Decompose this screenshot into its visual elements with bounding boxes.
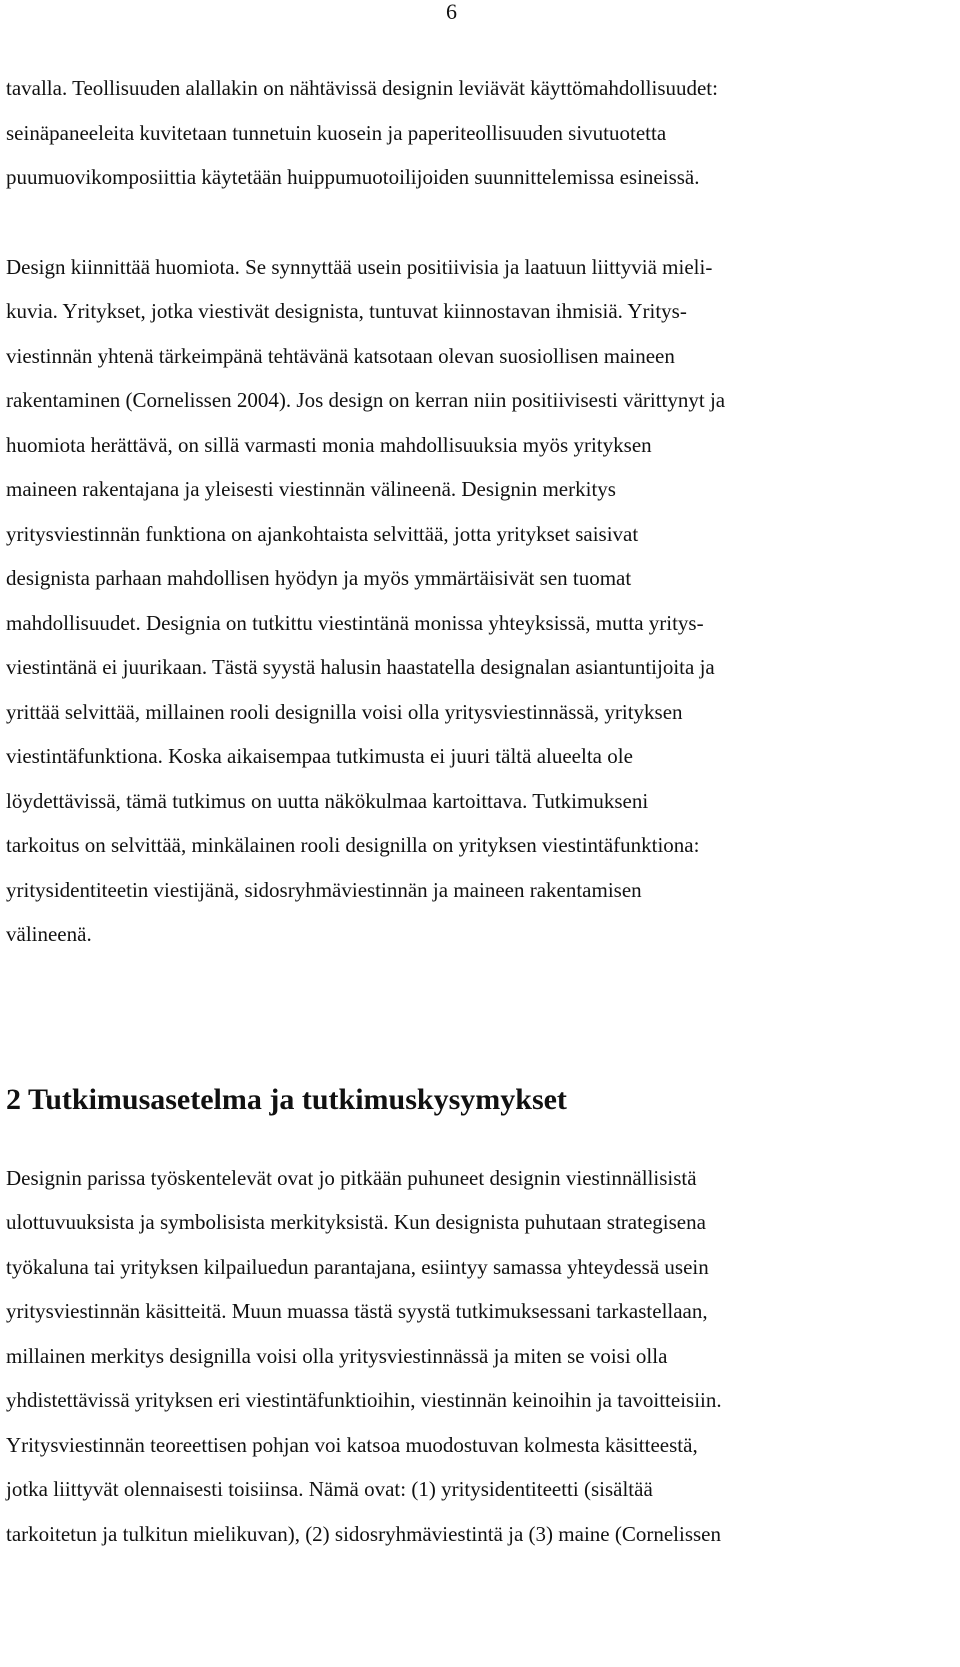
section-spacer: [6, 957, 898, 1078]
document-body: [6, 66, 898, 1556]
paragraph-research-setting: Designin parissa työskentelevät ovat jo pitkään puhuneet designin viestinnällisistä ulottuvuuksista ja symbolisista merkityksistä. Kun designista puhutaan strategisena työkaluna tai yrityksen kilpailuedun parantajana, esiintyy samassa yhteydessä usein yritysviestinnän käsitteitä. Muun muassa tästä syystä tutkimuksessani tarkastellaan, millainen merkitys designilla voisi olla yritysviestinnässä ja miten se voisi olla yhdistettävissä yrityksen eri viestintäfunktioihin, viestinnän keinoihin ja tavoitteisiin. Yritysviestinnän teoreettisen pohjan voi katsoa muodostuvan kolmesta käsitteestä, jotka liittyvät olennaisesti toisiinsa. Nämä ovat: (1) yritysidentiteetti (sisältää tarkoitetun ja tulkitun mielikuvan), (2) sidosryhmäviestintä ja (3) maine (Cornelissen: [6, 1165, 722, 1546]
paragraph-industry-applications: tavalla. Teollisuuden alallakin on nähtävissä designin leviävät käyttömahdollisuudet: seinäpaneeleita kuvitetaan tunnetuin kuosein ja paperiteollisuuden sivutuotetta puumuovikomposiittia käytetään huippumuotoilijoiden suunnittelemissa esineissä.: [6, 76, 718, 189]
paragraph-spacer: [6, 200, 898, 245]
page-number: 6: [446, 0, 457, 24]
paragraph-design-attention: Design kiinnittää huomiota. Se synnyttää usein positiivisia ja laatuun liittyviä mieli- kuvia. Yritykset, jotka viestivät designista, tuntuvat kiinnostavan ihmisiä. Yritys- viestinnän yhtenä tärkeimpänä tehtävänä katsotaan olevan suosiollisen maineen rakentaminen (Cornelissen 2004). Jos design on kerran niin positiivisesti värittynyt ja huomiota herättävä, on sillä varmasti monia mahdollisuuksia myös yrityksen maineen rakentajana ja yleisesti viestinnän välineenä. Designin merkitys yritysviestinnän funktiona on ajankohtaista selvittää, jotta yritykset saisivat designista parhaan mahdollisen hyödyn ja myös ymmärtäisivät sen tuomat mahdollisuudet. Designia on tutkittu viestintänä monissa yhteyksissä, mutta yritys- viestintänä ei juurikaan. Tästä syystä halusin haastatella designalan asiantuntijoita ja yrittää selvittää, millainen rooli designilla voisi olla yritysviestinnässä, yrityksen viestintäfunktiona. Koska aikaisempaa tutkimusta ei juuri tältä alueelta ole löydettävissä, tämä tutkimus on uutta näkökulmaa kartoittava. Tutkimukseni tarkoitus on selvittää, minkälainen rooli designilla on yrityksen viestintäfunktiona: yritysidentiteetin viestijänä, sidosryhmäviestinnän ja maineen rakentamisen välineenä.: [6, 254, 726, 946]
section-heading: 2 Tutkimusasetelma ja tutkimuskysymykset: [6, 1082, 567, 1116]
